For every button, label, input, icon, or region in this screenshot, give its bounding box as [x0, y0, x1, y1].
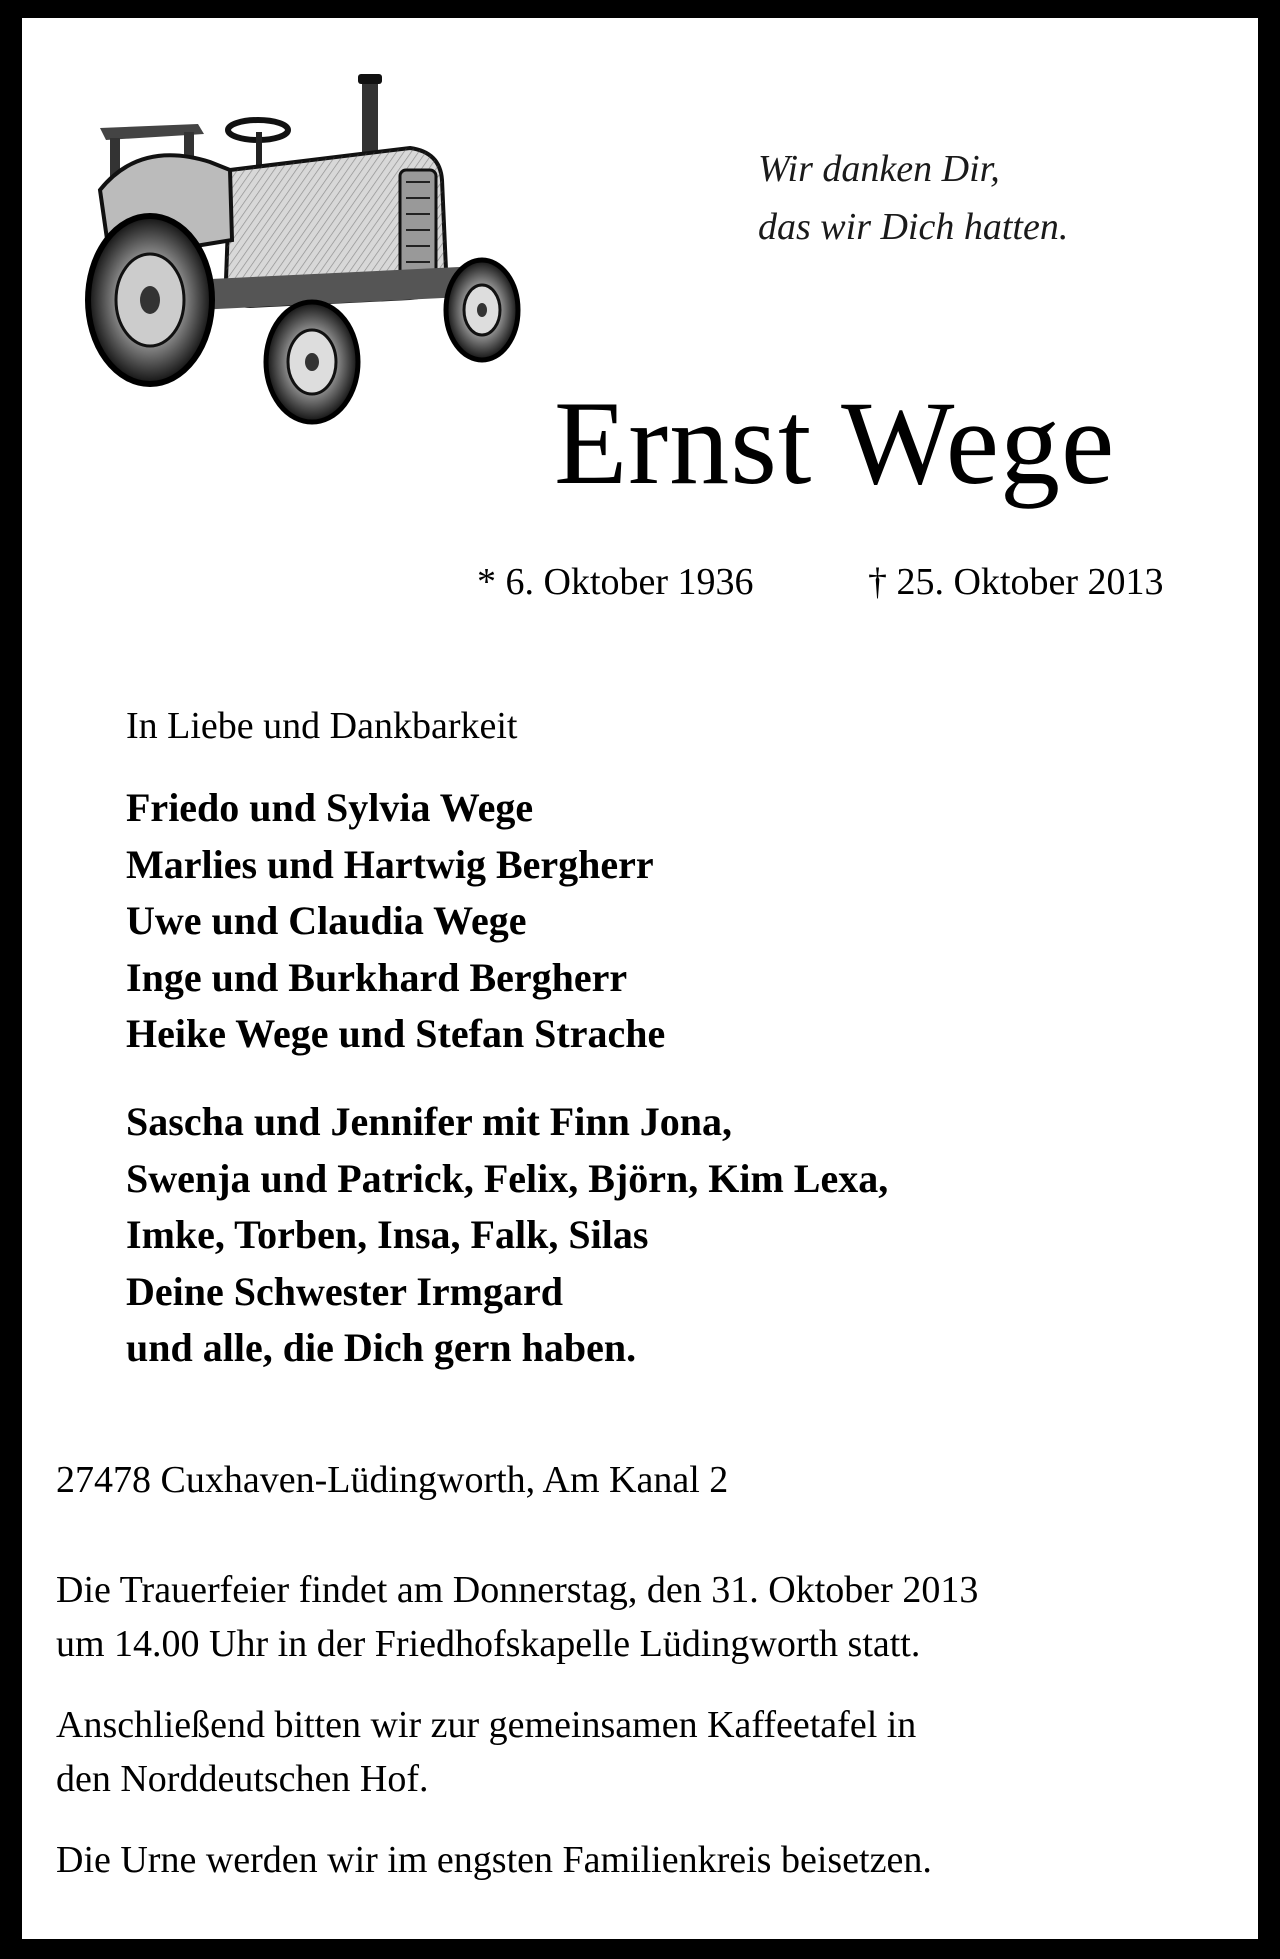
- coffee-gathering-note: [56, 1698, 916, 1806]
- tractor-icon: [80, 70, 540, 440]
- mourner-line: Swenja und Patrick, Felix, Björn, Kim Lexa,: [126, 1155, 889, 1201]
- quote-line: das wir Dich hatten.: [758, 206, 1069, 248]
- funeral-service-note: [56, 1563, 978, 1671]
- mourners-children: [126, 780, 665, 1063]
- mourners-others: [126, 1094, 888, 1377]
- family-address: 27478 Cuxhaven-Lüdingworth, Am Kanal 2: [56, 1459, 729, 1501]
- note-line: um 14.00 Uhr in der Friedhofskapelle Lüdingworth statt.: [56, 1623, 921, 1665]
- memorial-quote: [758, 140, 1068, 256]
- urn-burial-note: [56, 1833, 932, 1887]
- mourner-line: Uwe und Claudia Wege: [126, 898, 527, 943]
- mourner-line: und alle, die Dich gern haben.: [126, 1325, 637, 1370]
- mourner-line: Sascha und Jennifer mit Finn Jona,: [126, 1099, 733, 1144]
- note-line: Die Urne werden wir im engsten Familienkreis beisetzen.: [56, 1839, 932, 1881]
- mourner-line: Deine Schwester Irmgard: [126, 1268, 563, 1314]
- mourner-line: Friedo und Sylvia Wege: [126, 785, 534, 830]
- note-line: den Norddeutschen Hof.: [56, 1758, 429, 1800]
- birth-date: * 6. Oktober 1936: [477, 561, 754, 603]
- mourner-line: Heike Wege und Stefan Strache: [126, 1011, 666, 1056]
- mourner-line: Marlies und Hartwig Bergherr: [126, 841, 654, 887]
- mourners-intro: In Liebe und Dankbarkeit: [126, 705, 518, 747]
- mourner-line: Imke, Torben, Insa, Falk, Silas: [126, 1212, 649, 1257]
- quote-line: Wir danken Dir,: [758, 148, 1000, 190]
- death-date: † 25. Oktober 2013: [868, 561, 1164, 603]
- mourner-line: Inge und Burkhard Bergherr: [126, 954, 628, 1000]
- note-line: Die Trauerfeier findet am Donnerstag, den 31. Oktober 2013: [56, 1569, 979, 1611]
- note-line: Anschließend bitten wir zur gemeinsamen Kaffeetafel in: [56, 1704, 917, 1746]
- deceased-name: Ernst Wege: [554, 376, 1116, 509]
